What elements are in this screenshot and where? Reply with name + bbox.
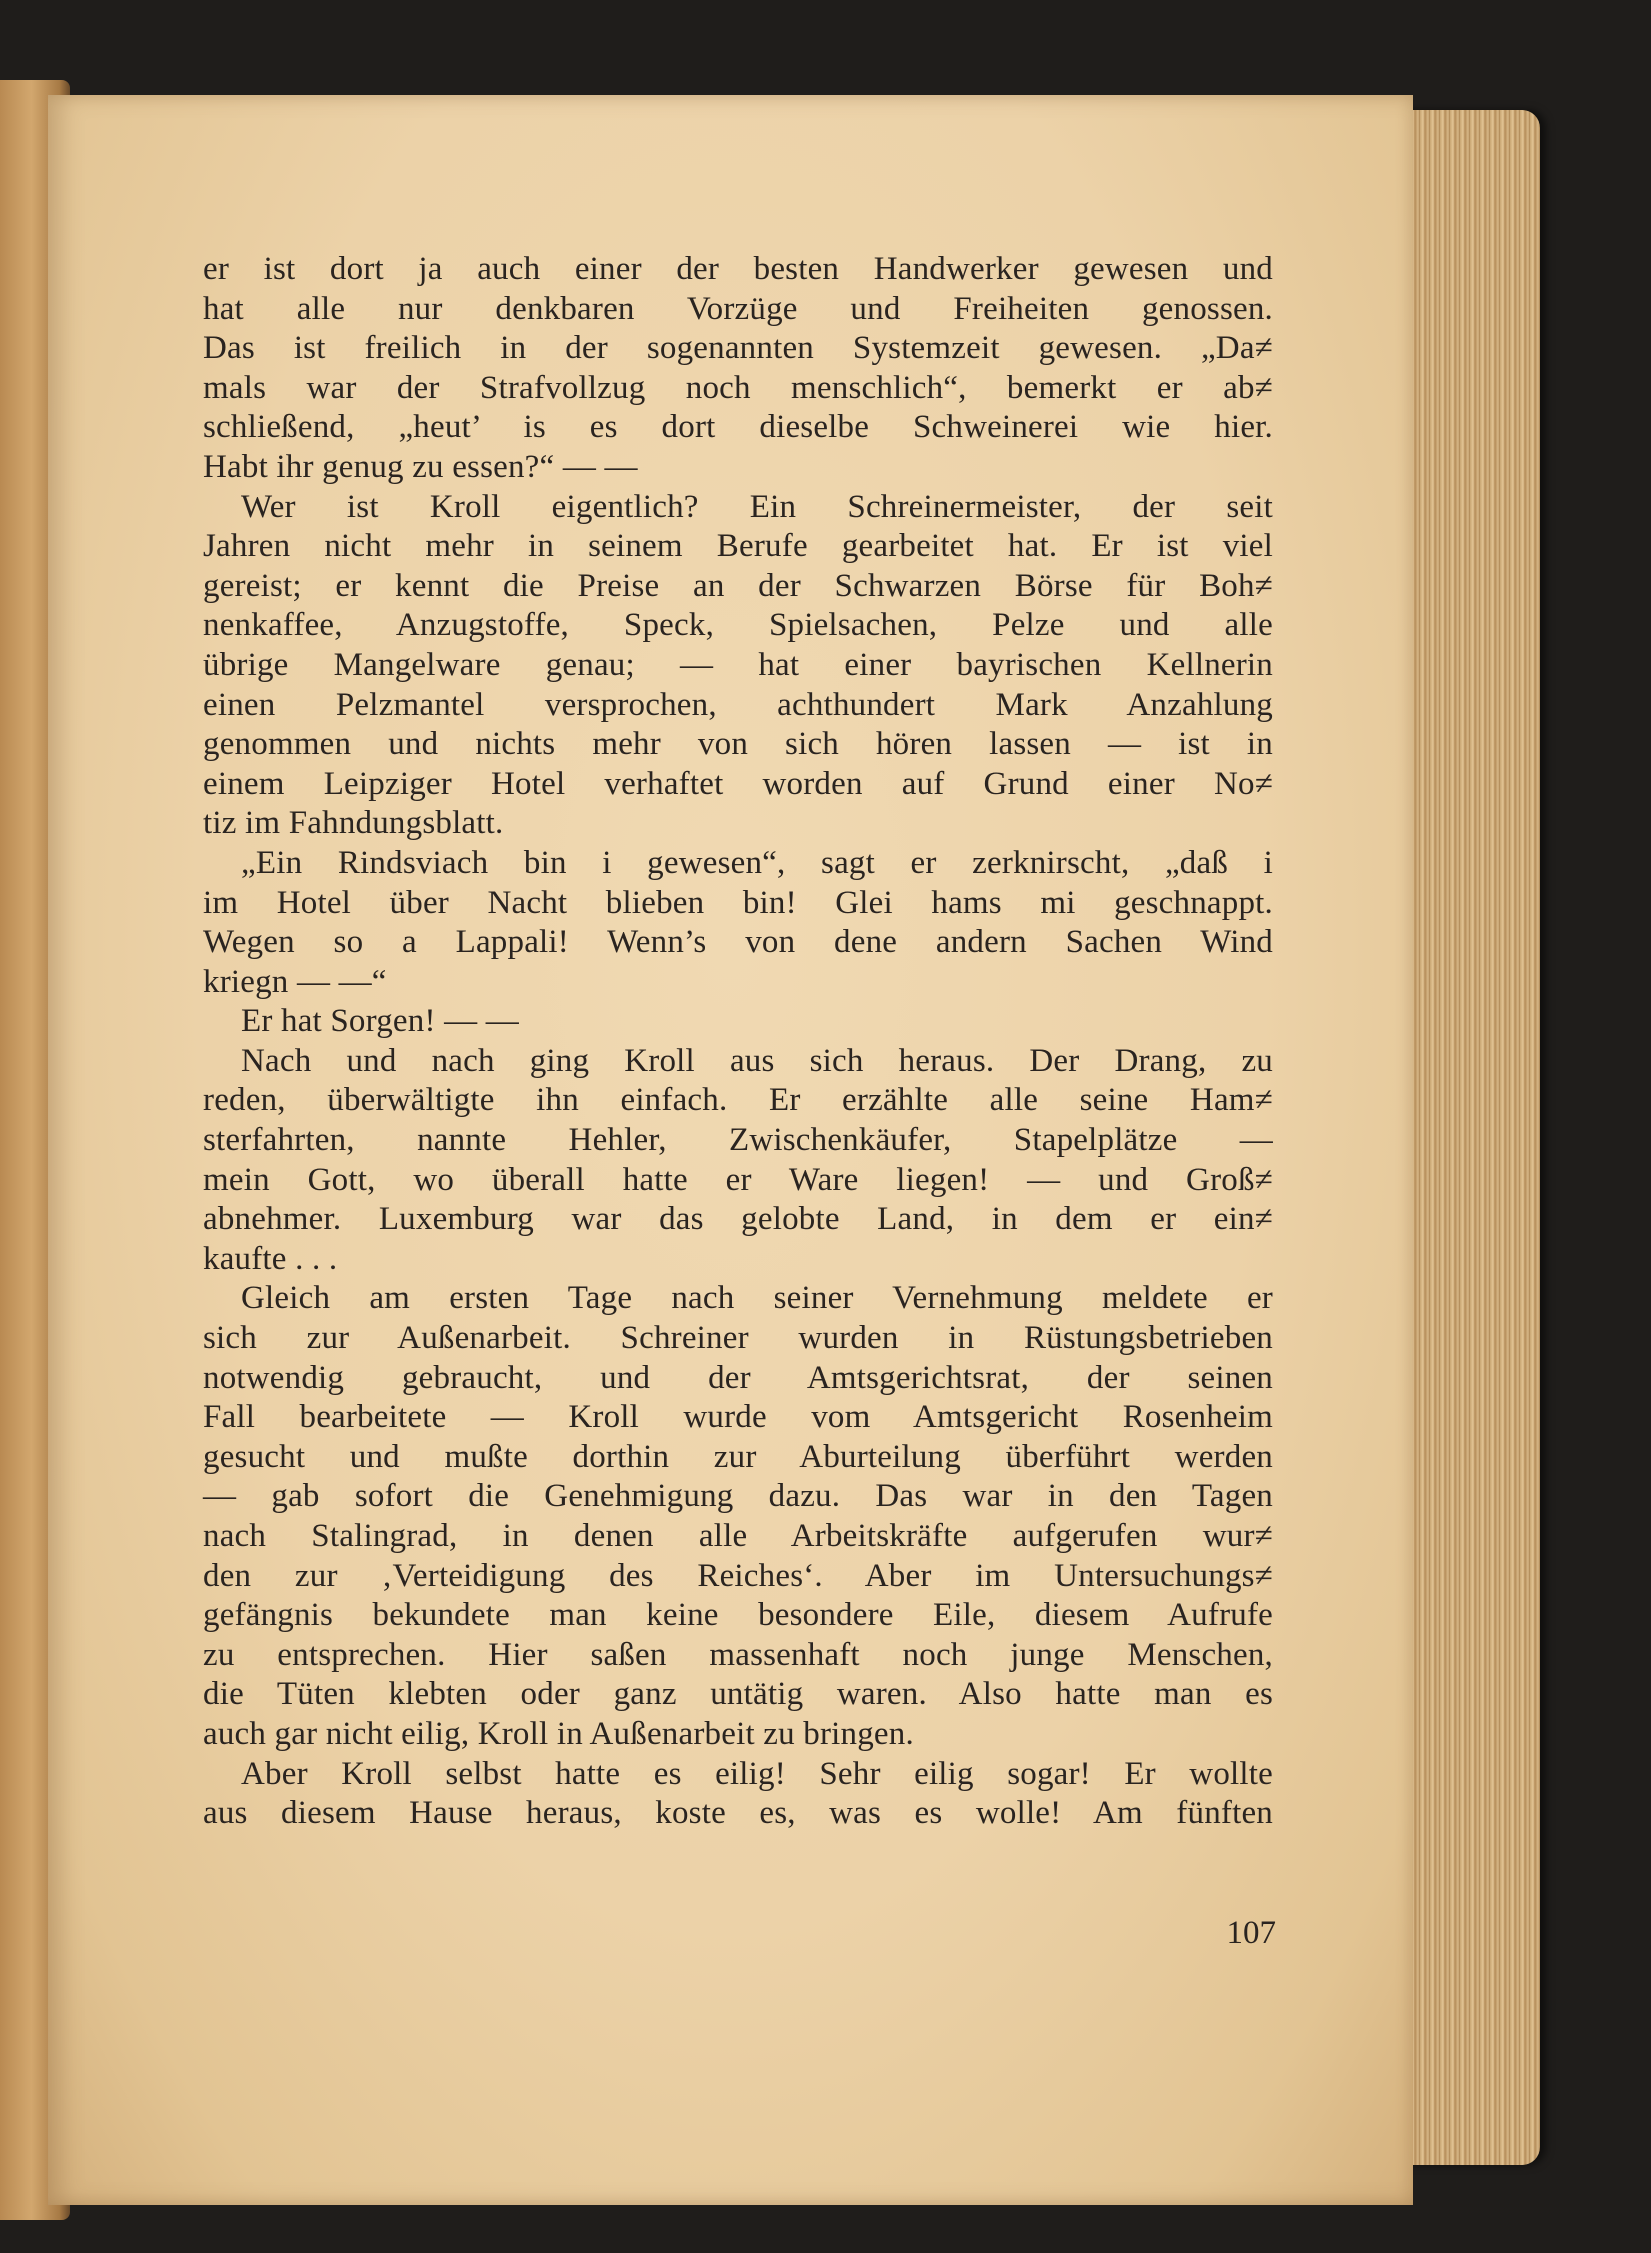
text-line: nenkaffee, Anzugstoffe, Speck, Spielsachen, Pelze und alle (203, 607, 1273, 644)
text-line: Habt ihr genug zu essen?“ — — (203, 448, 638, 485)
text-line: einem Leipziger Hotel verhaftet worden auf Grund einer No≠ (203, 765, 1273, 802)
text-line: Jahren nicht mehr in seinem Berufe gearbeitet hat. Er ist viel (203, 528, 1273, 565)
text-line: aus diesem Hause heraus, koste es, was es wolle! Am fünften (203, 1795, 1273, 1832)
text-line: Wegen so a Lappali! Wenn’s von dene andern Sachen Wind (203, 924, 1273, 961)
text-line: hat alle nur denkbaren Vorzüge und Freiheiten genossen. (203, 290, 1273, 327)
text-line: schließend, „heut’ is es dort dieselbe Schweinerei wie hier. (203, 409, 1273, 446)
text-line: reden, überwältigte ihn einfach. Er erzählte alle seine Ham≠ (203, 1082, 1273, 1119)
page-number: 107 (1226, 1915, 1276, 1951)
text-line: den zur ‚Verteidigung des Reiches‘. Aber im Untersuchungs≠ (203, 1557, 1273, 1594)
text-line: kriegn — —“ (203, 963, 387, 1000)
text-line: genommen und nichts mehr von sich hören lassen — ist in (203, 726, 1273, 763)
text-line: auch gar nicht eilig, Kroll in Außenarbeit zu bringen. (203, 1715, 914, 1752)
text-line: „Ein Rindsviach bin i gewesen“, sagt er zerknirscht, „daß i (241, 844, 1273, 881)
text-line: übrige Mangelware genau; — hat einer bayrischen Kellnerin (203, 646, 1273, 683)
text-line: Fall bearbeitete — Kroll wurde vom Amtsgericht Rosenheim (203, 1399, 1273, 1436)
text-line: im Hotel über Nacht blieben bin! Glei hams mi geschnappt. (203, 884, 1273, 921)
text-line: er ist dort ja auch einer der besten Handwerker gewesen und (203, 251, 1273, 287)
text-line: gefängnis bekundete man keine besondere Eile, diesem Aufrufe (203, 1597, 1273, 1634)
text-line: Das ist freilich in der sogenannten Systemzeit gewesen. „Da≠ (203, 330, 1273, 367)
text-line: einen Pelzmantel versprochen, achthundert Mark Anzahlung (203, 686, 1273, 723)
text-line: — gab sofort die Genehmigung dazu. Das war in den Tagen (203, 1478, 1273, 1515)
text-line: notwendig gebraucht, und der Amtsgerichtsrat, der seinen (203, 1359, 1273, 1396)
text-line: abnehmer. Luxemburg war das gelobte Land, in dem er ein≠ (203, 1201, 1273, 1238)
text-line: gereist; er kennt die Preise an der Schwarzen Börse für Boh≠ (203, 567, 1273, 604)
text-line: mals war der Strafvollzug noch menschlich“, bemerkt er ab≠ (203, 369, 1273, 406)
book-page (48, 95, 1413, 2205)
text-line: Er hat Sorgen! — — (241, 1003, 519, 1040)
text-line: sterfahrten, nannte Hehler, Zwischenkäufer, Stapelplätze — (203, 1122, 1273, 1159)
text-line: Wer ist Kroll eigentlich? Ein Schreinermeister, der seit (241, 488, 1273, 525)
text-line: die Tüten klebten oder ganz untätig waren. Also hatte man es (203, 1676, 1273, 1713)
text-line: Aber Kroll selbst hatte es eilig! Sehr eilig sogar! Er wollte (241, 1755, 1273, 1792)
text-line: gesucht und mußte dorthin zur Aburteilung überführt werden (203, 1438, 1273, 1475)
text-line: tiz im Fahndungsblatt. (203, 805, 504, 842)
text-line: nach Stalingrad, in denen alle Arbeitskräfte aufgerufen wur≠ (203, 1518, 1273, 1554)
text-line: sich zur Außenarbeit. Schreiner wurden in Rüstungsbetrieben (203, 1320, 1273, 1357)
text-line: kaufte . . . (203, 1240, 338, 1277)
text-line: zu entsprechen. Hier saßen massenhaft noch junge Menschen, (203, 1636, 1273, 1673)
body-text (203, 250, 1273, 1834)
text-line: Nach und nach ging Kroll aus sich heraus. Der Drang, zu (241, 1042, 1273, 1079)
text-line: Gleich am ersten Tage nach seiner Vernehmung meldete er (241, 1280, 1273, 1317)
text-line: mein Gott, wo überall hatte er Ware liegen! — und Groß≠ (203, 1161, 1273, 1198)
